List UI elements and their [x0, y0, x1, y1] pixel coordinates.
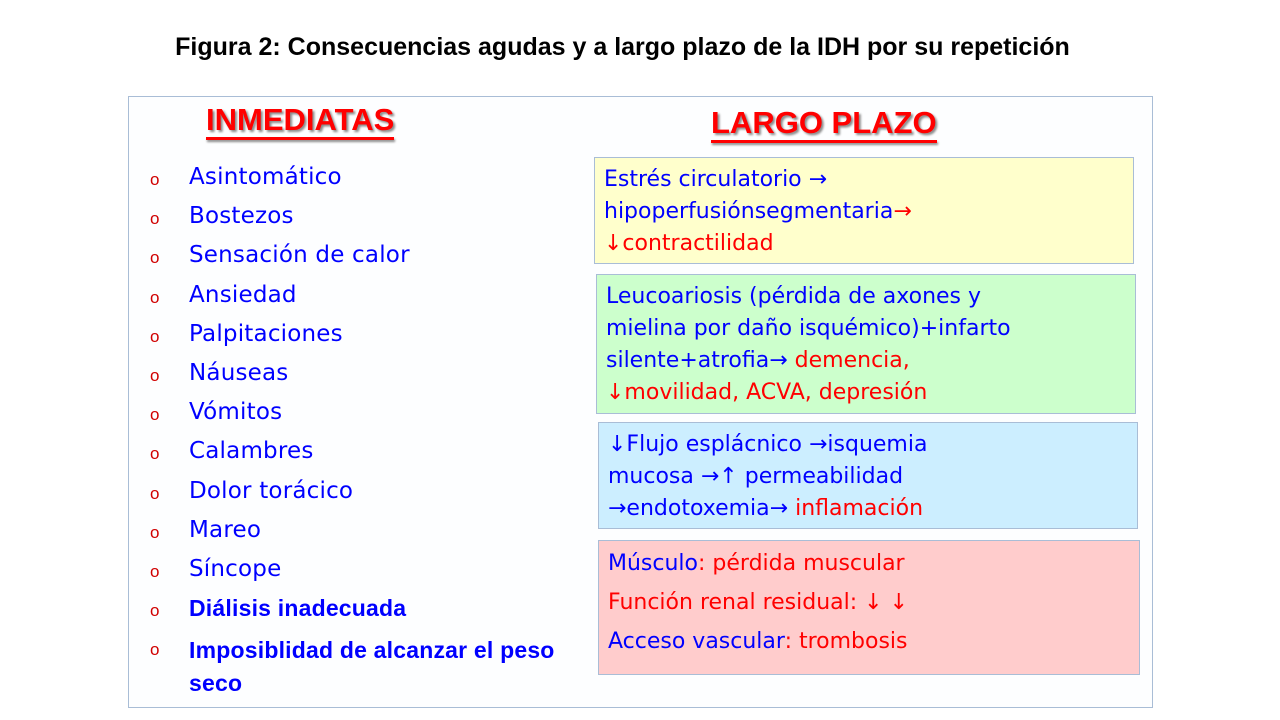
list-item-text: Bostezos [189, 203, 294, 230]
list-item [150, 434, 590, 473]
bullet-marker: o [150, 365, 160, 385]
list-item-text: Mareo [189, 516, 262, 543]
box-text-red: : pérdida muscular [698, 551, 905, 576]
box-line: Estrés circulatorio → [604, 167, 828, 192]
bullet-marker: o [150, 405, 160, 425]
list-item [150, 591, 590, 630]
box-line [608, 544, 1130, 583]
list-item-text: Imposiblidad de alcanzar el peso seco [189, 637, 555, 697]
list-item [150, 630, 590, 697]
bullet-marker: o [150, 287, 160, 307]
box-text: Músculo [608, 551, 698, 576]
box-text-red: demencia, [794, 348, 910, 373]
leukoaraiosis-box [596, 274, 1136, 414]
bullet-marker: o [150, 601, 160, 621]
box-line: ↓Flujo esplácnico →isquemia [608, 432, 928, 457]
box-text: Acceso vascular [608, 629, 785, 654]
immediate-consequences-list [150, 160, 590, 697]
list-item [150, 278, 590, 317]
list-item [150, 513, 590, 552]
box-text: silente+atrofia→ [606, 348, 788, 373]
figure-title: Figura 2: Consecuencias agudas y a largo plazo de la IDH por su repetición [175, 33, 1070, 61]
box-line [608, 493, 1128, 525]
list-item [150, 552, 590, 591]
box-line: ↓contractilidad [604, 231, 774, 256]
heading-immediate: INMEDIATAS [206, 102, 395, 137]
list-item [150, 356, 590, 395]
heading-long-term: LARGO PLAZO [711, 105, 937, 140]
list-item-text: Vómitos [189, 399, 283, 426]
bullet-marker: o [150, 483, 160, 503]
list-item-text: Palpitaciones [189, 320, 343, 347]
list-item-text: Sensación de calor [189, 242, 410, 269]
list-item-text: Dolor torácico [189, 477, 354, 504]
muscle-renal-vascular-box [598, 540, 1140, 675]
box-line: mucosa →↑ permeabilidad [608, 464, 904, 489]
box-line [604, 196, 1124, 228]
list-item [150, 238, 590, 277]
list-item-text: Síncope [189, 555, 282, 582]
arrow-right-icon: → [893, 199, 912, 224]
list-item-text: Calambres [189, 438, 314, 465]
box-line: ↓movilidad, ACVA, depresión [606, 380, 928, 405]
splanchnic-flow-box [598, 422, 1138, 529]
box-text: hipoperfusiónsegmentaria [604, 199, 894, 224]
list-item [150, 160, 590, 199]
list-item [150, 474, 590, 513]
bullet-marker: o [150, 561, 160, 581]
bullet-marker: o [150, 248, 160, 268]
box-text-red: : trombosis [784, 629, 908, 654]
list-item-text: Náuseas [189, 359, 289, 386]
list-item [150, 317, 590, 356]
list-item-text: Diálisis inadecuada [189, 595, 407, 622]
list-item-text: Asintomático [189, 164, 342, 190]
bullet-marker: o [150, 444, 160, 464]
bullet-marker: o [150, 170, 160, 189]
bullet-marker: o [150, 209, 160, 229]
box-line [608, 622, 1130, 661]
box-line: Leucoariosis (pérdida de axones y [606, 284, 982, 309]
box-text-red: inflamación [795, 496, 924, 521]
box-line: mielina por daño isquémico)+infarto [606, 316, 1011, 341]
box-line: Función renal residual: ↓ ↓ [608, 590, 909, 615]
list-item [150, 395, 590, 434]
list-item-text: Ansiedad [189, 281, 297, 308]
circulatory-stress-box [594, 157, 1134, 264]
bullet-marker: o [150, 326, 160, 346]
bullet-marker: o [150, 640, 160, 660]
bullet-marker: o [150, 522, 160, 542]
list-item [150, 199, 590, 238]
box-text: →endotoxemia→ [608, 496, 789, 521]
box-line [606, 345, 1126, 377]
